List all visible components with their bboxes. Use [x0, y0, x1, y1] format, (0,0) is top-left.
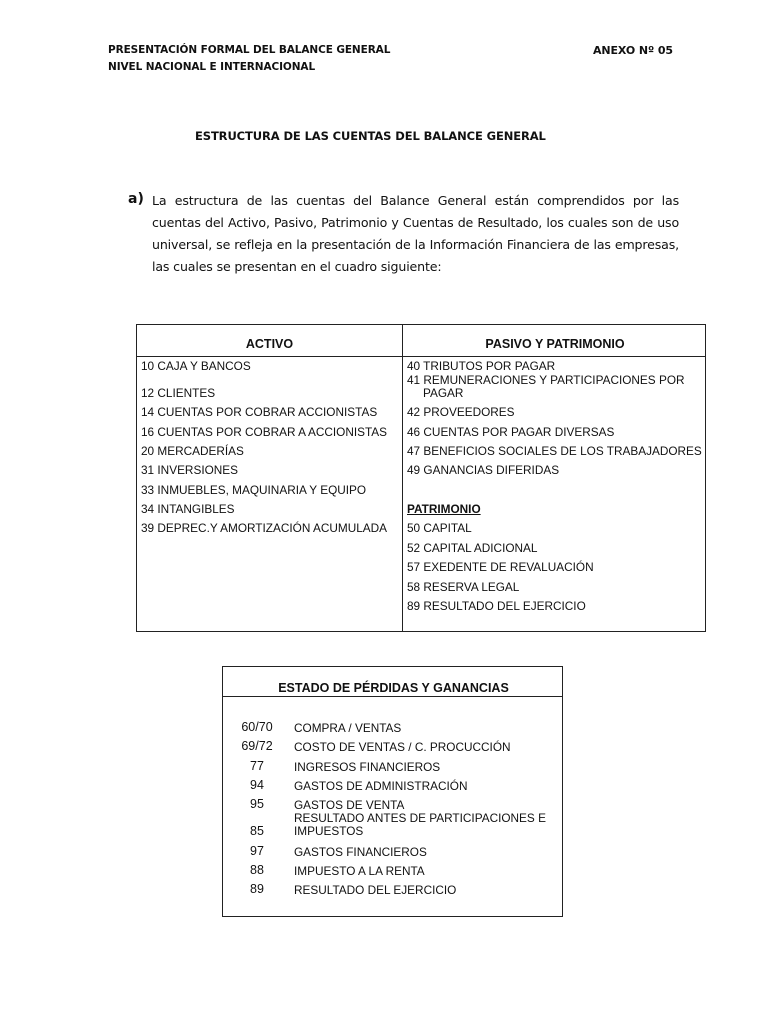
activo-item: 39 DEPREC.Y AMORTIZACIÓN ACUMULADA: [141, 521, 388, 535]
account-code: 94: [250, 778, 264, 792]
patrimonio-item: 52 CAPITAL ADICIONAL: [407, 541, 538, 555]
account-name: INGRESOS FINANCIEROS: [294, 760, 441, 774]
pasivo-item: 46 CUENTAS POR PAGAR DIVERSAS: [407, 425, 615, 439]
activo-item: 20 MERCADERÍAS: [141, 444, 244, 458]
account-name: COMPRA / VENTAS: [294, 721, 402, 735]
account-code: 95: [250, 797, 264, 811]
patrimonio-item: 58 RESERVA LEGAL: [407, 580, 520, 594]
pasivo-item: [407, 374, 697, 400]
account-name: GASTOS FINANCIEROS: [294, 845, 427, 859]
account-code: 88: [250, 863, 264, 877]
section-title: ESTRUCTURA DE LAS CUENTAS DEL BALANCE GENERAL: [195, 129, 546, 143]
account-code: 69/72: [241, 739, 273, 753]
account-name: RESULTADO DEL EJERCICIO: [294, 883, 457, 897]
annex-number: ANEXO Nº 05: [593, 44, 673, 57]
header-divider: [137, 356, 705, 357]
column-divider: [402, 325, 403, 631]
account-code: 60/70: [241, 720, 273, 734]
pasivo-item-text: 41 REMUNERACIONES Y PARTICIPACIONES POR PAGAR: [407, 373, 685, 400]
account-code: 77: [250, 759, 264, 773]
pasivo-item: 47 BENEFICIOS SOCIALES DE LOS TRABAJADORES: [407, 444, 702, 458]
activo-item: 34 INTANGIBLES: [141, 502, 235, 516]
pasivo-column-header: PASIVO Y PATRIMONIO: [485, 337, 625, 351]
balance-accounts-table: [136, 324, 706, 632]
paragraph-letter: a): [128, 191, 144, 207]
activo-item: 14 CUENTAS POR COBRAR ACCIONISTAS: [141, 405, 378, 419]
patrimonio-item: 89 RESULTADO DEL EJERCICIO: [407, 599, 586, 613]
account-name: GASTOS DE VENTA: [294, 798, 405, 812]
pasivo-item: 49 GANANCIAS DIFERIDAS: [407, 463, 560, 477]
patrimonio-item: 50 CAPITAL: [407, 521, 472, 535]
pasivo-item: 40 TRIBUTOS POR PAGAR: [407, 359, 556, 373]
profit-loss-title: ESTADO DE PÉRDIDAS Y GANANCIAS: [278, 681, 509, 695]
activo-column-header: ACTIVO: [245, 337, 294, 351]
account-name: GASTOS DE ADMINISTRACIÓN: [294, 779, 468, 793]
patrimonio-label: PATRIMONIO: [407, 502, 481, 516]
activo-item: 33 INMUEBLES, MAQUINARIA Y EQUIPO: [141, 483, 367, 497]
activo-item: 16 CUENTAS POR COBRAR A ACCIONISTAS: [141, 425, 388, 439]
patrimonio-item: 57 EXEDENTE DE REVALUACIÓN: [407, 560, 594, 574]
account-name: RESULTADO ANTES DE PARTICIPACIONES E IMPUESTOS: [294, 811, 546, 838]
document-header-subtitle: NIVEL NACIONAL E INTERNACIONAL: [108, 61, 316, 73]
account-name: COSTO DE VENTAS / C. PROCUCCIÓN: [294, 740, 511, 754]
document-header-title: PRESENTACIÓN FORMAL DEL BALANCE GENERAL: [108, 44, 391, 56]
profit-loss-table: [222, 666, 563, 917]
account-name: IMPUESTO A LA RENTA: [294, 864, 425, 878]
activo-item: 12 CLIENTES: [141, 386, 216, 400]
account-code: 85: [250, 824, 264, 838]
pasivo-item: 42 PROVEEDORES: [407, 405, 515, 419]
account-code: 97: [250, 844, 264, 858]
header-divider: [223, 696, 562, 697]
activo-item: 10 CAJA Y BANCOS: [141, 359, 251, 373]
account-code: 89: [250, 882, 264, 896]
activo-item: 31 INVERSIONES: [141, 463, 239, 477]
intro-paragraph: La estructura de las cuentas del Balance General están comprendidos por las cuentas del Activo, Pasivo, Patrimonio y Cuentas de Resultado, los cuales son de uso universal, se refleja en la presentación de la Información Financiera de las empresas, las cuales se presentan en el cuadro siguiente:: [152, 193, 679, 274]
